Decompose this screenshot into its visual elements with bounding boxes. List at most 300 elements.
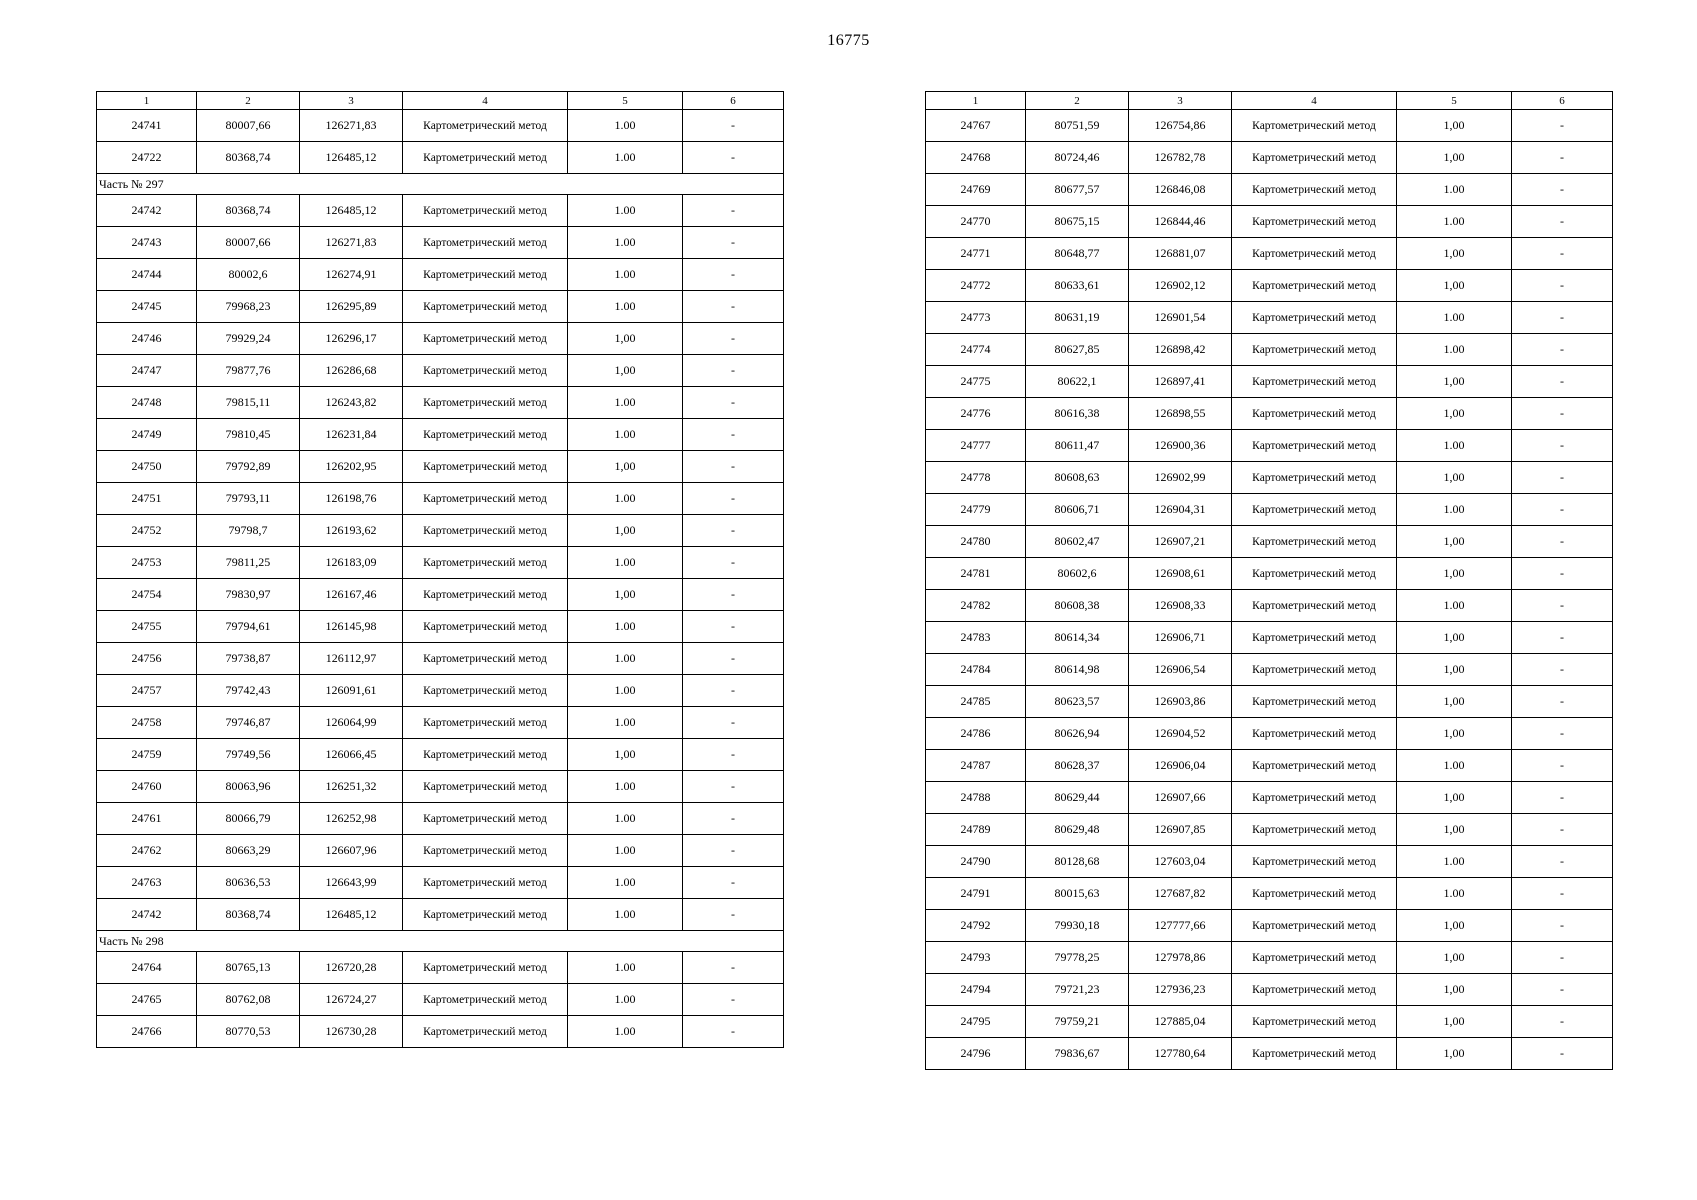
table-row (926, 238, 1613, 270)
table-cell: 80602,6 (1026, 558, 1129, 590)
table-cell: 79930,18 (1026, 910, 1129, 942)
column-header: 3 (1129, 92, 1232, 110)
column-header: 1 (97, 92, 197, 110)
table-cell: 80368,74 (197, 142, 300, 174)
table-cell: - (683, 771, 784, 803)
table-cell: - (1512, 174, 1613, 206)
table-cell: 80636,53 (197, 867, 300, 899)
table-cell: 126183,09 (300, 547, 403, 579)
table-cell: - (683, 611, 784, 643)
table-cell: 24791 (926, 878, 1026, 910)
table-row (926, 558, 1613, 590)
table-row (926, 494, 1613, 526)
table-cell: 80762,08 (197, 984, 300, 1016)
table-cell: 80606,71 (1026, 494, 1129, 526)
table-row (97, 899, 784, 931)
table-cell: 126064,99 (300, 707, 403, 739)
table-cell: 24766 (97, 1016, 197, 1048)
column-header: 2 (1026, 92, 1129, 110)
table-row (926, 622, 1613, 654)
table-cell: 24785 (926, 686, 1026, 718)
table-cell: - (1512, 398, 1613, 430)
table-cell: - (683, 547, 784, 579)
table-row (97, 451, 784, 483)
table-cell: - (683, 803, 784, 835)
table-cell: 24781 (926, 558, 1026, 590)
table-cell: 126145,98 (300, 611, 403, 643)
table-cell: 127780,64 (1129, 1038, 1232, 1070)
table-cell: 126274,91 (300, 259, 403, 291)
table-row (926, 654, 1613, 686)
table-cell: 127936,23 (1129, 974, 1232, 1006)
table-cell: 126782,78 (1129, 142, 1232, 174)
table-cell: 1,00 (1397, 110, 1512, 142)
part-heading: Часть № 298 (97, 931, 784, 952)
table-cell: 1,00 (1397, 814, 1512, 846)
table-cell: Картометрический метод (403, 643, 568, 675)
table-row (97, 707, 784, 739)
table-cell: 1.00 (1397, 590, 1512, 622)
table-cell: - (683, 195, 784, 227)
table-cell: 126903,86 (1129, 686, 1232, 718)
table-cell: 1,00 (1397, 270, 1512, 302)
column-header: 5 (1397, 92, 1512, 110)
table-cell: 1.00 (568, 867, 683, 899)
table-cell: 24779 (926, 494, 1026, 526)
table-cell: Картометрический метод (1232, 750, 1397, 782)
table-cell: 126271,83 (300, 227, 403, 259)
table-row (926, 1038, 1613, 1070)
table-row (926, 1006, 1613, 1038)
table-cell: 24777 (926, 430, 1026, 462)
table-cell: Картометрический метод (1232, 462, 1397, 494)
table-cell: 24788 (926, 782, 1026, 814)
table-cell: 126112,97 (300, 643, 403, 675)
table-cell: 126198,76 (300, 483, 403, 515)
table-cell: Картометрический метод (403, 952, 568, 984)
table-cell: 126202,95 (300, 451, 403, 483)
table-cell: 1,00 (1397, 910, 1512, 942)
table-cell: 126252,98 (300, 803, 403, 835)
table-row (926, 366, 1613, 398)
column-header: 4 (403, 92, 568, 110)
table-cell: 24776 (926, 398, 1026, 430)
table-cell: 24795 (926, 1006, 1026, 1038)
table-cell: 127978,86 (1129, 942, 1232, 974)
table-cell: 126907,85 (1129, 814, 1232, 846)
table-cell: 24749 (97, 419, 197, 451)
part-heading-row (97, 174, 784, 195)
table-cell: 24782 (926, 590, 1026, 622)
table-cell: 80066,79 (197, 803, 300, 835)
table-cell: 126607,96 (300, 835, 403, 867)
table-row (926, 334, 1613, 366)
table-row (926, 942, 1613, 974)
table-cell: - (1512, 718, 1613, 750)
table-cell: Картометрический метод (403, 611, 568, 643)
table-cell: Картометрический метод (1232, 366, 1397, 398)
table-cell: 127687,82 (1129, 878, 1232, 910)
table-row (926, 686, 1613, 718)
table-cell: 1,00 (1397, 366, 1512, 398)
table-cell: - (683, 867, 784, 899)
table-cell: 79759,21 (1026, 1006, 1129, 1038)
table-row (926, 430, 1613, 462)
table-row (97, 355, 784, 387)
table-cell: Картометрический метод (1232, 654, 1397, 686)
table-cell: 126754,86 (1129, 110, 1232, 142)
table-row (97, 771, 784, 803)
table-cell: 1,00 (1397, 782, 1512, 814)
table-cell: 1.00 (568, 611, 683, 643)
coordinates-table-left (96, 91, 784, 1048)
table-row (926, 302, 1613, 334)
table-cell: 24742 (97, 195, 197, 227)
table-cell: 127777,66 (1129, 910, 1232, 942)
table-row (97, 675, 784, 707)
table-cell: 24722 (97, 142, 197, 174)
table-row (926, 270, 1613, 302)
table-cell: Картометрический метод (403, 579, 568, 611)
table-row (926, 910, 1613, 942)
table-cell: 79810,45 (197, 419, 300, 451)
table-cell: Картометрический метод (403, 899, 568, 931)
table-cell: 1,00 (1397, 974, 1512, 1006)
table-cell: 79877,76 (197, 355, 300, 387)
table-cell: Картометрический метод (1232, 814, 1397, 846)
table-cell: 80623,57 (1026, 686, 1129, 718)
table-cell: Картометрический метод (1232, 910, 1397, 942)
table-cell: 127885,04 (1129, 1006, 1232, 1038)
table-cell: 1,00 (568, 323, 683, 355)
table-row (97, 984, 784, 1016)
column-header: 4 (1232, 92, 1397, 110)
table-row (926, 398, 1613, 430)
table-cell: 24767 (926, 110, 1026, 142)
table-cell: 79798,7 (197, 515, 300, 547)
table-cell: 80614,98 (1026, 654, 1129, 686)
table-row (97, 515, 784, 547)
table-cell: - (683, 227, 784, 259)
table-cell: - (1512, 238, 1613, 270)
table-cell: 126881,07 (1129, 238, 1232, 270)
table-cell: Картометрический метод (1232, 238, 1397, 270)
table-cell: - (683, 419, 784, 451)
table-cell: 79794,61 (197, 611, 300, 643)
table-cell: 80602,47 (1026, 526, 1129, 558)
table-cell: Картометрический метод (1232, 1006, 1397, 1038)
table-cell: Картометрический метод (403, 195, 568, 227)
table-cell: 1.00 (568, 675, 683, 707)
table-cell: 1,00 (1397, 1038, 1512, 1070)
table-cell: 126844,46 (1129, 206, 1232, 238)
page-number: 16775 (827, 32, 870, 49)
table-cell: 1.00 (568, 259, 683, 291)
table-cell: 1.00 (568, 835, 683, 867)
part-heading: Часть № 297 (97, 174, 784, 195)
table-cell: 126286,68 (300, 355, 403, 387)
table-cell: 80629,44 (1026, 782, 1129, 814)
table-cell: - (1512, 878, 1613, 910)
table-cell: - (1512, 334, 1613, 366)
table-cell: 126907,21 (1129, 526, 1232, 558)
table-cell: 1.00 (1397, 206, 1512, 238)
table-cell: 1.00 (1397, 494, 1512, 526)
table-cell: 1,00 (1397, 238, 1512, 270)
table-cell: 79778,25 (1026, 942, 1129, 974)
table-cell: Картометрический метод (1232, 1038, 1397, 1070)
table-cell: 1.00 (568, 1016, 683, 1048)
table-cell: Картометрический метод (403, 835, 568, 867)
table-cell: 80765,13 (197, 952, 300, 984)
table-cell: - (1512, 430, 1613, 462)
table-cell: - (683, 643, 784, 675)
table-cell: Картометрический метод (403, 323, 568, 355)
table-cell: 1,00 (568, 355, 683, 387)
table-cell: 24780 (926, 526, 1026, 558)
table-cell: 79742,43 (197, 675, 300, 707)
table-cell: 126193,62 (300, 515, 403, 547)
table-cell: 79792,89 (197, 451, 300, 483)
table-cell: 1.00 (568, 952, 683, 984)
column-header: 3 (300, 92, 403, 110)
table-row (926, 750, 1613, 782)
table-cell: 79746,87 (197, 707, 300, 739)
table-cell: 24744 (97, 259, 197, 291)
table-cell: 126485,12 (300, 899, 403, 931)
table-row (97, 803, 784, 835)
table-cell: 24768 (926, 142, 1026, 174)
table-cell: 80631,19 (1026, 302, 1129, 334)
table-cell: 1,00 (568, 451, 683, 483)
table-cell: - (1512, 654, 1613, 686)
table-cell: 79793,11 (197, 483, 300, 515)
table-cell: Картометрический метод (403, 675, 568, 707)
table-cell: 24760 (97, 771, 197, 803)
table-cell: - (683, 291, 784, 323)
table-cell: 79721,23 (1026, 974, 1129, 1006)
table-cell: Картометрический метод (1232, 526, 1397, 558)
table-cell: 126243,82 (300, 387, 403, 419)
table-cell: - (1512, 782, 1613, 814)
table-cell: 24790 (926, 846, 1026, 878)
table-row (97, 867, 784, 899)
table-cell: 1.00 (568, 707, 683, 739)
table-cell: - (683, 451, 784, 483)
table-cell: Картометрический метод (1232, 718, 1397, 750)
table-cell: 24769 (926, 174, 1026, 206)
table-cell: 1.00 (568, 195, 683, 227)
table-cell: - (683, 515, 784, 547)
table-cell: Картометрический метод (1232, 622, 1397, 654)
table-cell: 127603,04 (1129, 846, 1232, 878)
table-cell: 1.00 (568, 899, 683, 931)
table-row (97, 483, 784, 515)
table-cell: 79929,24 (197, 323, 300, 355)
table-cell: 24778 (926, 462, 1026, 494)
table-row (97, 952, 784, 984)
table-cell: 1,00 (568, 579, 683, 611)
table-cell: 80648,77 (1026, 238, 1129, 270)
table-cell: 126643,99 (300, 867, 403, 899)
table-cell: - (1512, 462, 1613, 494)
table-cell: 126846,08 (1129, 174, 1232, 206)
table-cell: 80633,61 (1026, 270, 1129, 302)
table-cell: 126091,61 (300, 675, 403, 707)
column-header: 2 (197, 92, 300, 110)
table-cell: 1.00 (1397, 878, 1512, 910)
table-cell: 24763 (97, 867, 197, 899)
table-cell: 79749,56 (197, 739, 300, 771)
table-cell: - (683, 387, 784, 419)
table-row (926, 142, 1613, 174)
table-cell: 1.00 (568, 387, 683, 419)
table-cell: 1.00 (568, 984, 683, 1016)
table-cell: 1.00 (1397, 334, 1512, 366)
table-row (97, 259, 784, 291)
table-cell: - (1512, 1006, 1613, 1038)
table-cell: 126906,71 (1129, 622, 1232, 654)
table-row (97, 227, 784, 259)
table-cell: Картометрический метод (1232, 494, 1397, 526)
table-cell: 1.00 (568, 803, 683, 835)
table-cell: - (1512, 942, 1613, 974)
table-cell: - (1512, 846, 1613, 878)
table-cell: - (683, 835, 784, 867)
table-cell: 80629,48 (1026, 814, 1129, 846)
table-cell: 24745 (97, 291, 197, 323)
table-header-row (926, 92, 1613, 110)
table-cell: 24755 (97, 611, 197, 643)
table-row (926, 878, 1613, 910)
table-cell: 24789 (926, 814, 1026, 846)
table-cell: 80770,53 (197, 1016, 300, 1048)
table-cell: 79830,97 (197, 579, 300, 611)
table-cell: - (1512, 558, 1613, 590)
table-cell: 24793 (926, 942, 1026, 974)
table-cell: Картометрический метод (403, 867, 568, 899)
table-cell: - (1512, 750, 1613, 782)
table-cell: 24743 (97, 227, 197, 259)
table-cell: 80368,74 (197, 195, 300, 227)
table-cell: 1,00 (1397, 558, 1512, 590)
table-cell: 80628,37 (1026, 750, 1129, 782)
table-row (926, 590, 1613, 622)
table-cell: 1,00 (1397, 942, 1512, 974)
table-cell: 24792 (926, 910, 1026, 942)
table-cell: Картометрический метод (1232, 142, 1397, 174)
table-cell: 126906,04 (1129, 750, 1232, 782)
table-cell: Картометрический метод (1232, 782, 1397, 814)
table-cell: - (1512, 526, 1613, 558)
table-row (97, 323, 784, 355)
table-cell: 80627,85 (1026, 334, 1129, 366)
table-cell: - (683, 984, 784, 1016)
table-cell: 126271,83 (300, 110, 403, 142)
table-cell: 126296,17 (300, 323, 403, 355)
table-cell: Картометрический метод (403, 515, 568, 547)
table-cell: 24796 (926, 1038, 1026, 1070)
table-cell: - (1512, 110, 1613, 142)
table-cell: 79968,23 (197, 291, 300, 323)
table-cell: 24764 (97, 952, 197, 984)
table-cell: - (683, 1016, 784, 1048)
table-cell: 80626,94 (1026, 718, 1129, 750)
table-cell: - (1512, 366, 1613, 398)
table-cell: - (1512, 1038, 1613, 1070)
table-cell: 126485,12 (300, 142, 403, 174)
table-cell: Картометрический метод (403, 142, 568, 174)
table-cell: 80002,6 (197, 259, 300, 291)
table-row (97, 291, 784, 323)
table-cell: - (1512, 974, 1613, 1006)
table-row (97, 195, 784, 227)
table-cell: Картометрический метод (403, 355, 568, 387)
table-cell: Картометрический метод (403, 771, 568, 803)
table-cell: - (683, 579, 784, 611)
table-cell: 80007,66 (197, 227, 300, 259)
table-cell: Картометрический метод (403, 803, 568, 835)
table-cell: - (683, 707, 784, 739)
table-cell: 126485,12 (300, 195, 403, 227)
table-cell: 24742 (97, 899, 197, 931)
table-cell: 80611,47 (1026, 430, 1129, 462)
column-header: 1 (926, 92, 1026, 110)
table-cell: 24751 (97, 483, 197, 515)
table-cell: 1,00 (1397, 1006, 1512, 1038)
table-cell: 126902,12 (1129, 270, 1232, 302)
table-cell: 24787 (926, 750, 1026, 782)
table-cell: Картометрический метод (403, 110, 568, 142)
table-cell: Картометрический метод (403, 984, 568, 1016)
table-row (97, 110, 784, 142)
table-cell: 1.00 (1397, 430, 1512, 462)
table-cell: 80608,63 (1026, 462, 1129, 494)
table-row (926, 846, 1613, 878)
table-cell: - (1512, 270, 1613, 302)
table-cell: 24786 (926, 718, 1026, 750)
table-cell: 24757 (97, 675, 197, 707)
table-cell: 126900,36 (1129, 430, 1232, 462)
table-cell: 1,00 (1397, 718, 1512, 750)
table-cell: Картометрический метод (1232, 398, 1397, 430)
table-cell: 24752 (97, 515, 197, 547)
table-cell: - (1512, 590, 1613, 622)
table-row (926, 974, 1613, 1006)
table-cell: 126730,28 (300, 1016, 403, 1048)
table-cell: 126295,89 (300, 291, 403, 323)
table-cell: 80368,74 (197, 899, 300, 931)
table-cell: 80614,34 (1026, 622, 1129, 654)
table-cell: 24741 (97, 110, 197, 142)
table-row (97, 142, 784, 174)
table-cell: 1,00 (1397, 654, 1512, 686)
table-cell: 126902,99 (1129, 462, 1232, 494)
table-cell: 126066,45 (300, 739, 403, 771)
table-cell: Картометрический метод (1232, 846, 1397, 878)
table-cell: - (1512, 910, 1613, 942)
table-cell: - (683, 483, 784, 515)
table-cell: 1.00 (568, 483, 683, 515)
table-cell: 126906,54 (1129, 654, 1232, 686)
table-row (97, 579, 784, 611)
table-cell: 126897,41 (1129, 366, 1232, 398)
table-cell: 24761 (97, 803, 197, 835)
table-cell: 126907,66 (1129, 782, 1232, 814)
table-row (97, 419, 784, 451)
table-row (97, 643, 784, 675)
table-cell: 126908,61 (1129, 558, 1232, 590)
